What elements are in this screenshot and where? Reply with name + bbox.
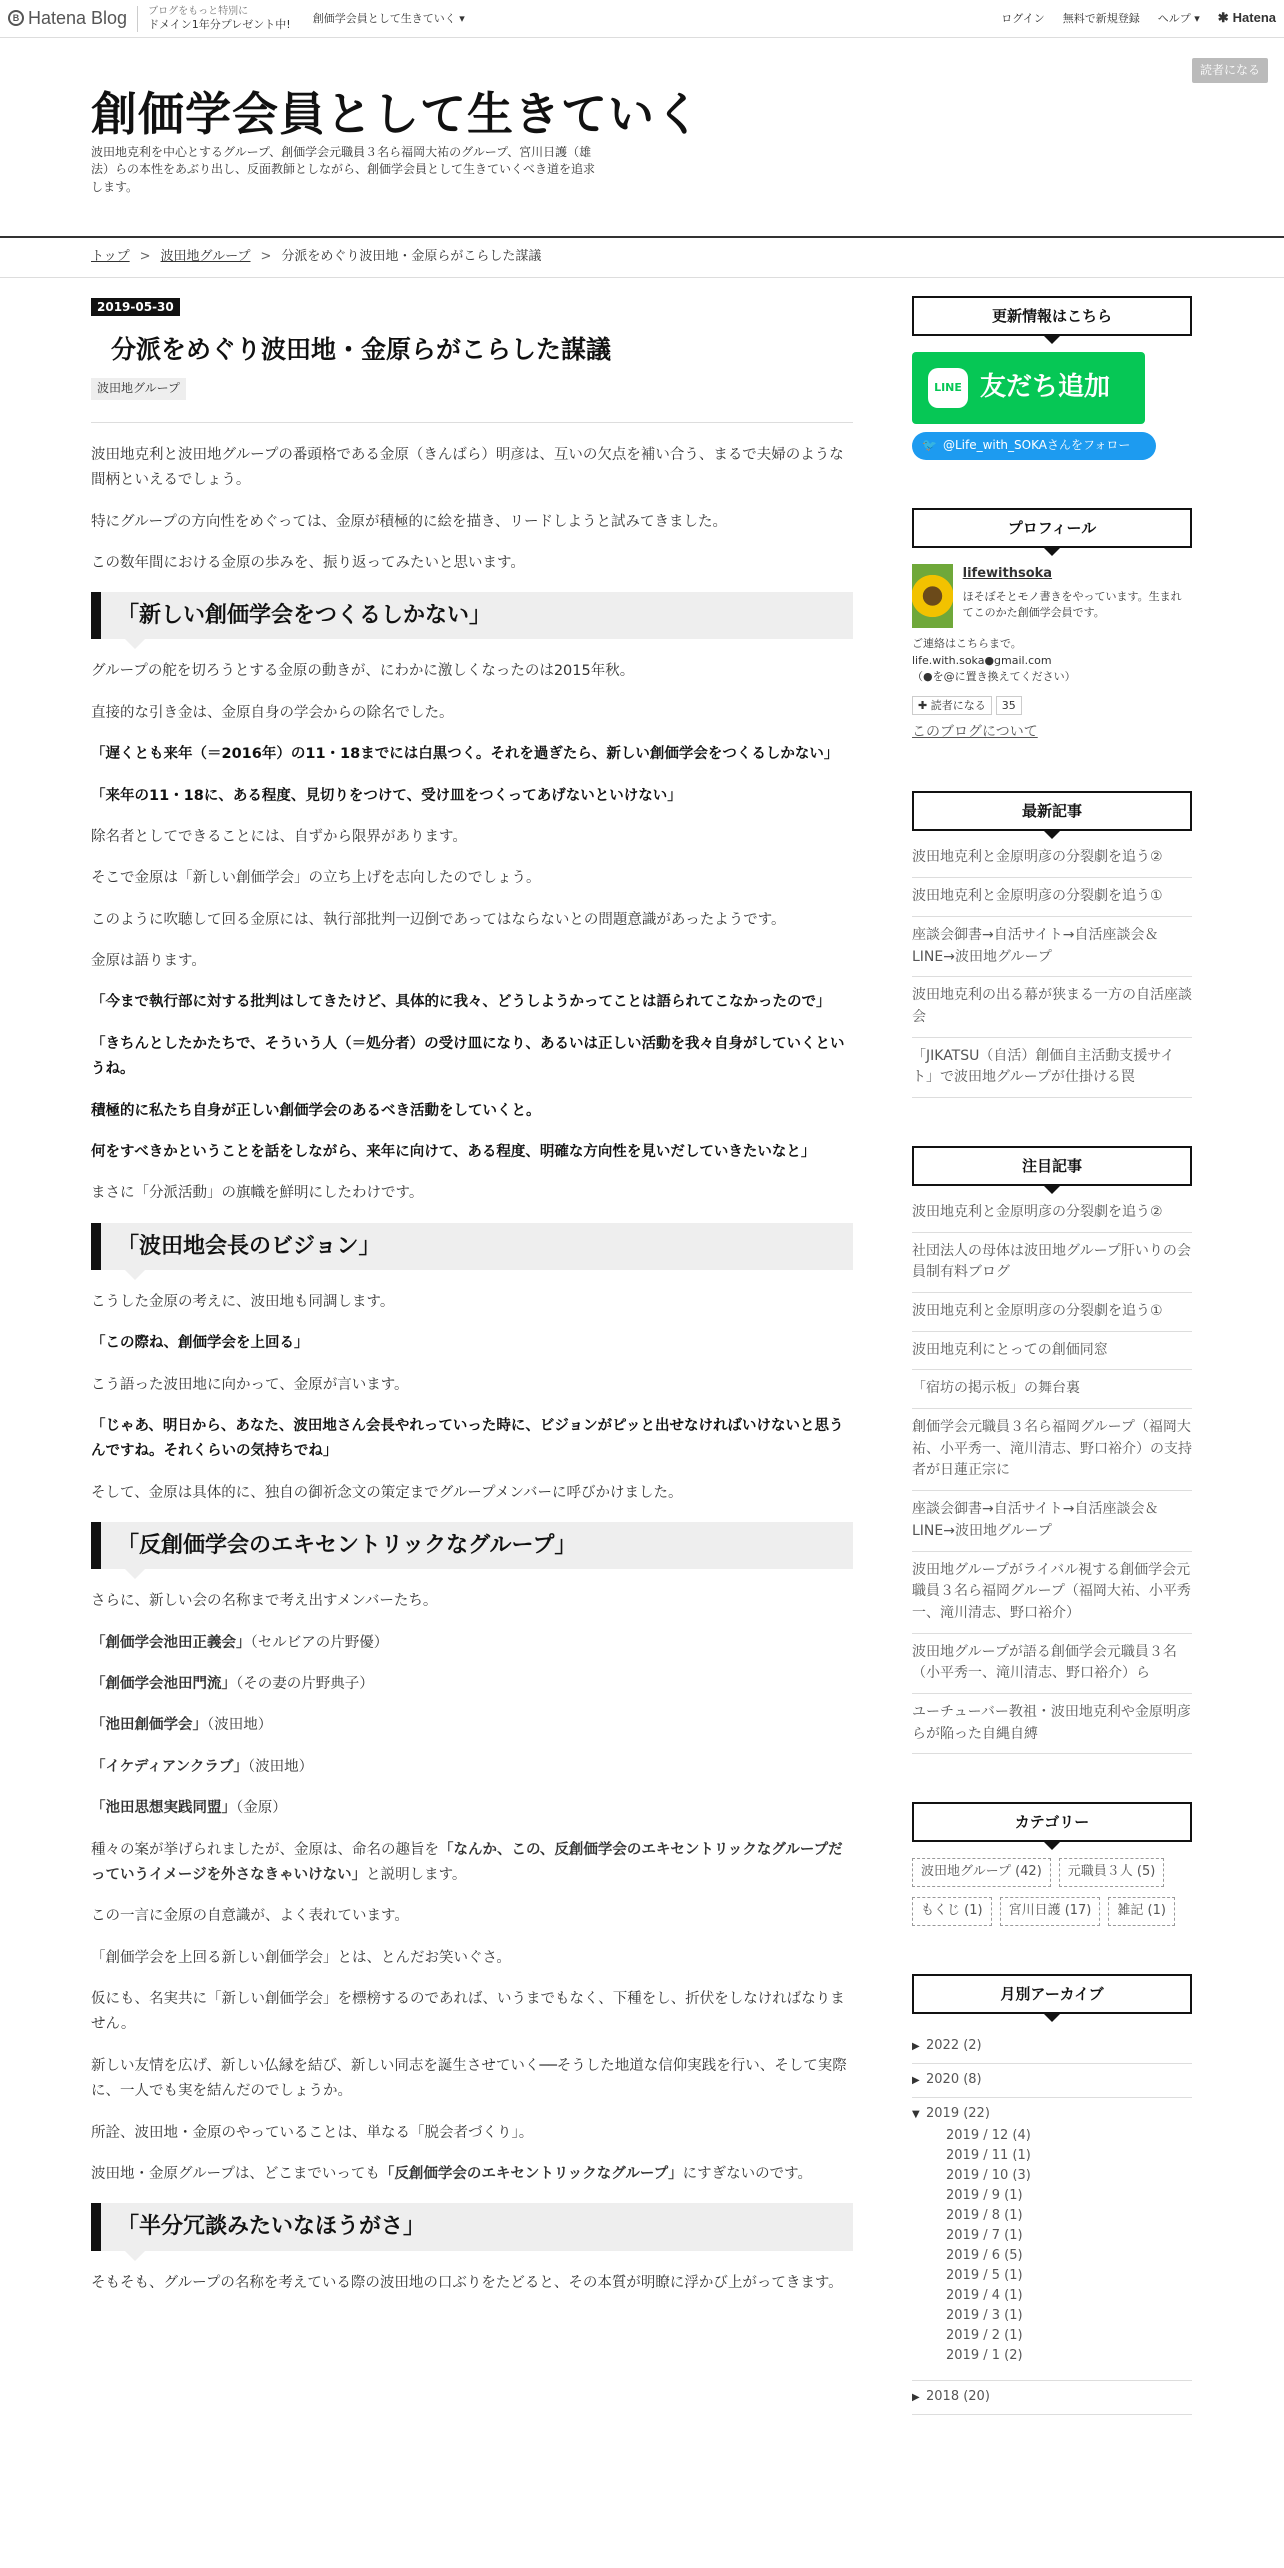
bold-quote: 「創価学会池田正義会」 xyxy=(91,1634,251,1651)
archive-month-link[interactable]: 2019 / 1 (2) xyxy=(946,2348,1023,2364)
paragraph: 新しい友情を広げ、新しい仏縁を結び、新しい同志を誕生させていく──そうした地道な信仰実践を行い、そして実際に、一人でも実を結んだのでしょうか。 xyxy=(91,2057,847,2100)
bold-quote: 「イケディアンクラブ」 xyxy=(91,1758,248,1775)
line-add-friend-button[interactable] xyxy=(912,352,1145,424)
category-link[interactable]: 元職員３人 (5) xyxy=(1059,1858,1165,1887)
paragraph xyxy=(91,1631,853,1656)
paragraph xyxy=(91,1713,853,1738)
paragraph: まさに「分派活動」の旗幟を鮮明にしたわけです。 xyxy=(91,1185,424,1202)
paragraph: 直接的な引き金は、金原自身の学会からの除名でした。 xyxy=(91,704,454,721)
bold-quote-paragraph: 何をすべきかということを話をしながら、来年に向けて、ある程度、明確な方向性を見いだしていきたいなと」 xyxy=(91,1143,816,1160)
paragraph xyxy=(91,1838,853,1889)
text-segment: と説明します。 xyxy=(366,1866,467,1883)
archive-year[interactable] xyxy=(912,2030,1192,2064)
global-header xyxy=(0,0,1284,38)
profile-contact xyxy=(912,636,1192,686)
module-recent xyxy=(912,791,1192,1098)
breadcrumb-home[interactable]: トップ xyxy=(91,249,130,265)
hatena-text: Hatena xyxy=(1232,10,1276,26)
bold-quote: 「池田思想実践同盟」 xyxy=(91,1800,236,1817)
breadcrumb-sep: > xyxy=(139,249,151,265)
bold-quote-paragraph: 積極的に私たち自身が正しい創価学会のあるべき活動をしていくと。 xyxy=(91,1102,541,1119)
archive-month-link[interactable]: 2019 / 4 (1) xyxy=(946,2288,1023,2304)
blog-description: 波田地克利を中心とするグループ、創価学会元職員３名ら福岡大祐のグループ、宮川日護（雄法）らの本性をあぶり出し、反面教師としながら、創価学会員として生きていくべき道を追求します。 xyxy=(91,145,596,194)
archive-year-label[interactable]: 2022 (2) xyxy=(926,2037,982,2053)
module-title: カテゴリー xyxy=(912,1802,1192,1842)
paragraph: グループの舵を切ろうとする金原の動きが、にわかに激しくなったのは2015年秋。 xyxy=(91,663,635,680)
module-title: 月別アーカイブ xyxy=(912,1974,1192,2014)
hatena-blog-logo[interactable] xyxy=(8,4,127,33)
text-segment: （その妻の片野典子） xyxy=(236,1676,374,1693)
recent-entry-link[interactable]: 「JIKATSU（自活）創価自主活動支援サイト」で波田地グループが仕掛ける罠 xyxy=(912,1038,1192,1098)
caret-down-icon[interactable]: ▼ xyxy=(912,2108,920,2120)
module-archive xyxy=(912,1974,1192,2415)
category-link[interactable]: 波田地グループ (42) xyxy=(912,1858,1051,1887)
bold-quote-paragraph: 「今まで執行部に対する批判はしてきたけど、具体的に我々、どうしようかってことは語られてこなかったので」 xyxy=(91,994,831,1011)
subscribe-button[interactable]: 読者になる xyxy=(1192,58,1268,83)
featured-list xyxy=(912,1202,1192,1754)
paragraph: このように吹聴して回る金原には、執行部批判一辺倒であってはならないとの問題意識があったようです。 xyxy=(91,911,786,928)
caret-right-icon[interactable]: ▶ xyxy=(912,2040,920,2052)
text-segment: （波田地） xyxy=(207,1717,273,1734)
entry-title[interactable]: 分派をめぐり波田地・金原らがこらした謀議 xyxy=(111,335,612,365)
hatena-link[interactable] xyxy=(1218,8,1276,29)
featured-entry-link[interactable]: 創価学会元職員３名ら福岡グループ（福岡大祐、小平秀一、滝川清志、野口裕介）の支持者が日蓮正宗に xyxy=(912,1409,1192,1491)
paragraph: こう語った波田地に向かって、金原が言います。 xyxy=(91,1376,409,1393)
text-segment: 種々の案が挙げられましたが、金原は、命名の趣旨を xyxy=(91,1841,439,1858)
breadcrumb-category[interactable]: 波田地グループ xyxy=(160,249,251,265)
featured-entry-link[interactable]: 波田地克利と金原明彦の分裂劇を追う② xyxy=(912,1202,1192,1233)
archive-month-link[interactable]: 2019 / 5 (1) xyxy=(946,2268,1023,2284)
breadcrumb-sep: > xyxy=(260,249,272,265)
recent-entry-link[interactable]: 波田地克利と金原明彦の分裂劇を追う① xyxy=(912,878,1192,917)
archive-month-link[interactable]: 2019 / 12 (4) xyxy=(946,2128,1031,2144)
bold-quote: 「なんか、この、反創価学会のエキセントリックなグループだっていうイメージを外さなきゃいけない」 xyxy=(91,1841,843,1883)
paragraph: 仮にも、名実共に「新しい創価学会」を標榜するのであれば、いうまでもなく、下種をし、折伏をしなければなりません。 xyxy=(91,1991,845,2033)
promo-line-1: ブログをもっと特別に xyxy=(148,5,249,17)
entry-date[interactable]: 2019-05-30 xyxy=(91,298,180,316)
paragraph: そこで金原は「新しい創価学会」の立ち上げを志向したのでしょう。 xyxy=(91,870,541,887)
promo-line-2: ドメイン1年分プレゼント中! xyxy=(148,17,291,31)
divider xyxy=(91,422,853,423)
paragraph: この一言に金原の自意識が、よく表れています。 xyxy=(91,1908,409,1925)
paragraph xyxy=(91,1755,853,1780)
line-icon: LINE xyxy=(928,368,968,408)
module-title: プロフィール xyxy=(912,508,1192,548)
entry-category-tag[interactable]: 波田地グループ xyxy=(91,378,186,399)
paragraph xyxy=(91,1796,853,1821)
module-updates xyxy=(912,296,1192,460)
category-link[interactable]: 宮川日護 (17) xyxy=(1000,1897,1101,1926)
archive-month-link[interactable]: 2019 / 10 (3) xyxy=(946,2168,1031,2184)
login-link[interactable]: ログイン xyxy=(1001,11,1045,25)
paragraph xyxy=(91,1672,853,1697)
featured-entry-link[interactable]: 波田地グループがライバル視する創価学会元職員３名ら福岡グループ（福岡大祐、小平秀一、滝川清志、野口裕介） xyxy=(912,1552,1192,1634)
paragraph: そして、金原は具体的に、独自の御祈念文の策定までグループメンバーに呼びかけました。 xyxy=(91,1484,683,1501)
archive-month-link[interactable]: 2019 / 9 (1) xyxy=(946,2188,1023,2204)
paragraph xyxy=(91,2162,853,2187)
signup-link[interactable]: 無料で新規登録 xyxy=(1062,11,1140,25)
line-label: 友だち追加 xyxy=(980,372,1111,403)
paragraph: 特にグループの方向性をめぐっては、金原が積極的に絵を描き、リードしようと試みてきました。 xyxy=(91,513,727,530)
help-dropdown[interactable]: ヘルプ ▾ xyxy=(1157,11,1200,25)
paragraph: 所詮、波田地・金原のやっていることは、単なる「脱会者づくり」。 xyxy=(91,2124,534,2141)
archive-year-label[interactable]: 2018 (20) xyxy=(926,2389,990,2405)
text-segment: にすぎないのです。 xyxy=(682,2165,812,2182)
twitter-label: @Life_with_SOKAさんをフォロー xyxy=(942,438,1131,453)
module-profile xyxy=(912,508,1192,743)
logo-text: Hatena Blog xyxy=(28,8,128,29)
breadcrumb-current: 分派をめぐり波田地・金原らがこらした謀議 xyxy=(281,249,542,265)
featured-entry-link[interactable]: ユーチューバー教祖・波田地克利や金原明彦らが陥った自縄自縛 xyxy=(912,1694,1192,1754)
archive-month-link[interactable]: 2019 / 11 (1) xyxy=(946,2148,1031,2164)
blog-header xyxy=(0,38,1284,238)
recent-entry-link[interactable]: 波田地克利と金原明彦の分裂劇を追う② xyxy=(912,847,1192,878)
recent-entry-link[interactable]: 波田地克利の出る幕が狭まる一方の自活座談会 xyxy=(912,977,1192,1037)
text-segment: （波田地） xyxy=(247,1758,314,1775)
section-heading: 「波田地会長のビジョン」 xyxy=(91,1223,853,1270)
featured-entry-link[interactable]: 波田地克利にとっての創価同窓 xyxy=(912,1332,1192,1371)
featured-entry-link[interactable]: 波田地克利と金原明彦の分裂劇を追う① xyxy=(912,1293,1192,1332)
recent-entry-link[interactable]: 座談会御書→自活サイト→自活座談会＆LINE→波田地グループ xyxy=(912,917,1192,977)
archive-year[interactable] xyxy=(912,2098,1192,2382)
bold-quote: 「池田創価学会」 xyxy=(91,1717,207,1734)
text-segment: （金原） xyxy=(236,1800,287,1817)
module-title: 注目記事 xyxy=(912,1146,1192,1186)
contact-note: （●を@に置き換えてください） xyxy=(912,670,1076,683)
archive-months xyxy=(912,2124,1192,2374)
caret-right-icon[interactable]: ▶ xyxy=(912,2074,920,2086)
main-content xyxy=(91,296,853,2312)
bold-quote-paragraph: 「この際ね、創価学会を上回る」 xyxy=(91,1335,309,1352)
twitter-follow-button[interactable] xyxy=(912,432,1156,460)
bold-quote: 「創価学会池田門流」 xyxy=(91,1676,236,1693)
archive-year[interactable] xyxy=(912,2064,1192,2098)
bold-quote-paragraph: 「じゃあ、明日から、あなた、波田地さん会長やれっていった時に、ビジョンがピッと出せなければいけないと思うんですね。それくらいの気持ちでね」 xyxy=(91,1418,844,1460)
caret-right-icon[interactable]: ▶ xyxy=(912,2392,920,2404)
hatena-icon: ✱ xyxy=(1217,10,1229,26)
profile-subscribe-button[interactable]: ✚ 読者になる xyxy=(912,696,992,716)
text-segment: （セルビアの片野優） xyxy=(250,1634,389,1651)
twitter-bird-icon: 🐦 xyxy=(922,438,937,453)
contact-email: life.with.soka●gmail.com xyxy=(912,653,1052,667)
bold-quote-paragraph: 「来年の11・18に、ある程度、見切りをつけて、受け皿をつくってあげないといけない」 xyxy=(91,787,682,804)
entry-body xyxy=(91,443,853,2296)
archive-year-label[interactable]: 2019 (22) xyxy=(926,2105,990,2121)
paragraph: そもそも、グループの名称を考えている際の波田地の口ぶりをたどると、その本質が明瞭に浮かび上がってきます。 xyxy=(91,2274,843,2291)
bold-quote-paragraph: 「きちんとしたかたちで、そういう人（＝処分者）の受け皿になり、あるいは正しい活動を我々自身がしていくというね。 xyxy=(91,1035,845,1078)
hatena-b-icon: B xyxy=(8,10,24,26)
section-heading: 「半分冗談みたいなほうがさ」 xyxy=(91,2203,853,2250)
module-title: 最新記事 xyxy=(912,791,1192,831)
module-title: 更新情報はこちら xyxy=(912,296,1192,336)
featured-entry-link[interactable]: 社団法人の母体は波田地グループ肝いりの会員制有料ブログ xyxy=(912,1233,1192,1293)
featured-entry-link[interactable]: 波田地グループが語る創価学会元職員３名（小平秀一、滝川清志、野口裕介）ら xyxy=(912,1634,1192,1694)
bold-quote: 「反創価学会のエキセントリックなグループ」 xyxy=(379,2165,683,2182)
archive-month-link[interactable]: 2019 / 3 (1) xyxy=(946,2308,1023,2324)
contact-line: ご連絡はこちらまで。 xyxy=(912,637,1022,650)
profile-description: ほそぼそとモノ書きをやっています。生まれてこのかた創価学会員です。 xyxy=(962,589,1182,620)
blog-title[interactable]: 創価学会員として生きていく xyxy=(91,87,702,141)
module-featured xyxy=(912,1146,1192,1754)
category-link[interactable]: 雑記 (1) xyxy=(1108,1897,1175,1926)
archive-month-link[interactable]: 2019 / 7 (1) xyxy=(946,2228,1023,2244)
archive-year-label[interactable]: 2020 (8) xyxy=(926,2071,982,2087)
category-link[interactable]: もくじ (1) xyxy=(912,1897,992,1926)
archive-month-link[interactable]: 2019 / 8 (1) xyxy=(946,2208,1023,2224)
domain-promo[interactable] xyxy=(137,6,291,32)
profile-name[interactable]: lifewithsoka xyxy=(962,566,1053,581)
paragraph: さらに、新しい会の名称まで考え出すメンバーたち。 xyxy=(91,1593,438,1610)
sidebar xyxy=(912,296,1192,2463)
archive-list xyxy=(912,2030,1192,2415)
paragraph: こうした金原の考えに、波田地も同調します。 xyxy=(91,1293,395,1310)
paragraph: 除名者としてできることには、自ずから限界があります。 xyxy=(91,828,467,845)
paragraph: この数年間における金原の歩みを、振り返ってみたいと思います。 xyxy=(91,554,525,571)
profile-avatar[interactable] xyxy=(912,564,953,628)
paragraph: 波田地克利と波田地グループの番頭格である金原（きんばら）明彦は、互いの欠点を補い合う、まるで夫婦のような間柄といえるでしょう。 xyxy=(91,446,844,489)
archive-month-link[interactable]: 2019 / 6 (5) xyxy=(946,2248,1023,2264)
paragraph: 「創価学会を上回る新しい創価学会」とは、とんだお笑いぐさ。 xyxy=(91,1949,511,1966)
archive-year[interactable] xyxy=(912,2381,1192,2415)
recent-list xyxy=(912,847,1192,1098)
subscriber-count: 35 xyxy=(996,696,1022,716)
bold-quote-paragraph: 「遅くとも来年（＝2016年）の11・18までには白黒つく。それを過ぎたら、新しい創価学会をつくるしかない」 xyxy=(91,746,839,763)
featured-entry-link[interactable]: 「宿坊の掲示板」の舞台裏 xyxy=(912,1370,1192,1409)
text-segment: 波田地・金原グループは、どこまでいっても xyxy=(91,2165,380,2182)
subscribe-label: 読者になる xyxy=(930,698,986,712)
module-categories xyxy=(912,1802,1192,1926)
paragraph: 金原は語ります。 xyxy=(91,953,206,970)
breadcrumb xyxy=(0,238,1284,278)
about-blog-link[interactable]: このブログについて xyxy=(912,724,1038,741)
category-list xyxy=(912,1858,1192,1926)
featured-entry-link[interactable]: 座談会御書→自活サイト→自活座談会＆LINE→波田地グループ xyxy=(912,1491,1192,1551)
section-heading: 「新しい創価学会をつくるしかない」 xyxy=(91,592,853,639)
section-heading: 「反創価学会のエキセントリックなグループ」 xyxy=(91,1522,853,1569)
archive-month-link[interactable]: 2019 / 2 (1) xyxy=(946,2328,1023,2344)
blog-dropdown[interactable]: 創価学会員として生きていく ▾ xyxy=(312,11,465,25)
